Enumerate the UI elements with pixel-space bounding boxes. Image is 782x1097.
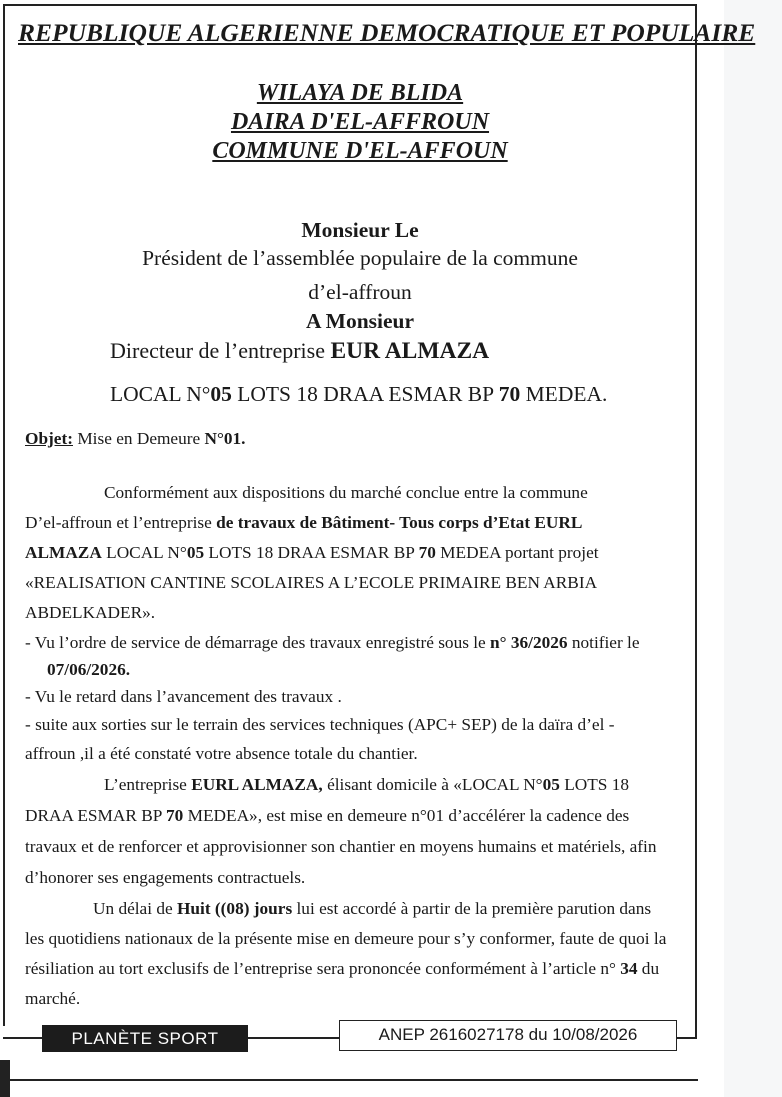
paragraph-2-line-1: L’entreprise EURL ALMAZA, élisant domicile à «LOCAL N°05 LOTS 18: [104, 775, 629, 794]
paragraph-2-line-4: d’honorer ses engagements contractuels.: [25, 868, 306, 887]
page-bottom-rule: [10, 1079, 698, 1081]
sender-role-line2: d’el-affroun: [308, 280, 412, 304]
recipient-line: [110, 338, 489, 365]
paragraph-1-line-5: ABDELKADER».: [25, 603, 156, 622]
anep-reference: ANEP 2616027178 du 10/08/2026: [339, 1020, 677, 1051]
page-corner-mark: [0, 1060, 10, 1097]
footer-rule-right: [677, 1037, 697, 1039]
bullet-1-line-2: 07/06/2026.: [47, 660, 131, 679]
paragraph-3-line-1: Un délai de Huit ((08) jours lui est accordé à partir de la première parution dans: [93, 899, 652, 918]
object-line: Objet: Mise en Demeure N°01.: [25, 429, 246, 448]
sender-role-line1: Président de l’assemblée populaire de la commune: [142, 246, 578, 270]
republic-heading: REPUBLIQUE ALGERIENNE DEMOCRATIQUE ET POPULAIRE: [18, 18, 756, 47]
section-badge: PLANÈTE SPORT: [42, 1025, 248, 1052]
paragraph-1-line-3: ALMAZA LOCAL N°05 LOTS 18 DRAA ESMAR BP 70 MEDEA portant projet: [25, 543, 599, 562]
footer-rule-corner: [695, 1018, 697, 1039]
paragraph-1-line-1: Conformément aux dispositions du marché conclue entre la commune: [104, 483, 588, 502]
bullet-2: - Vu le retard dans l’avancement des travaux .: [25, 687, 342, 706]
bullet-1-line-1: - Vu l’ordre de service de démarrage des travaux enregistré sous le n° 36/2026 notifier le: [25, 633, 640, 652]
paragraph-3-line-2: les quotidiens nationaux de la présente mise en demeure pour s’y conformer, faute de quoi la: [25, 929, 667, 948]
recipient-address: LOCAL N°05 LOTS 18 DRAA ESMAR BP 70 MEDEA.: [110, 382, 608, 406]
wilaya-heading: WILAYA DE BLIDA: [256, 80, 464, 106]
recipient-prefix: Directeur de l’entreprise: [110, 338, 331, 363]
recipient-company: EUR ALMAZA: [330, 338, 490, 364]
page-margin-strip: [724, 0, 782, 1097]
bullet-3-line-2: affroun ,il a été constaté votre absence totale du chantier.: [25, 744, 418, 763]
paragraph-1-line-2: D’el-affroun et l’entreprise de travaux de Bâtiment- Tous corps d’Etat EURL: [25, 513, 583, 532]
commune-heading: COMMUNE D'EL-AFFOUN: [212, 138, 508, 164]
object-value: N°01.: [204, 429, 246, 448]
recipient-title: A Monsieur: [305, 309, 415, 333]
paragraph-1-line-4: «REALISATION CANTINE SCOLAIRES A L’ECOLE PRIMAIRE BEN ARBIA: [25, 573, 598, 592]
paragraph-3-line-3: résiliation au tort exclusifs de l’entreprise sera prononcée conformément à l’article n° 34 du: [25, 959, 660, 978]
paragraph-2-line-3: travaux et de renforcer et approvisionner son chantier en moyens humains et matériels, afin: [25, 837, 657, 856]
paragraph-2-line-2: DRAA ESMAR BP 70 MEDEA», est mise en demeure n°01 d’accélérer la cadence des: [25, 806, 630, 825]
daira-heading: DAIRA D'EL-AFFROUN: [230, 109, 490, 135]
paragraph-3-line-4: marché.: [25, 989, 81, 1008]
object-label: Objet:: [25, 429, 73, 448]
sender-title: Monsieur Le: [301, 218, 419, 242]
bullet-3-line-1: - suite aux sorties sur le terrain des services techniques (APC+ SEP) de la daïra d’el -: [25, 715, 615, 734]
